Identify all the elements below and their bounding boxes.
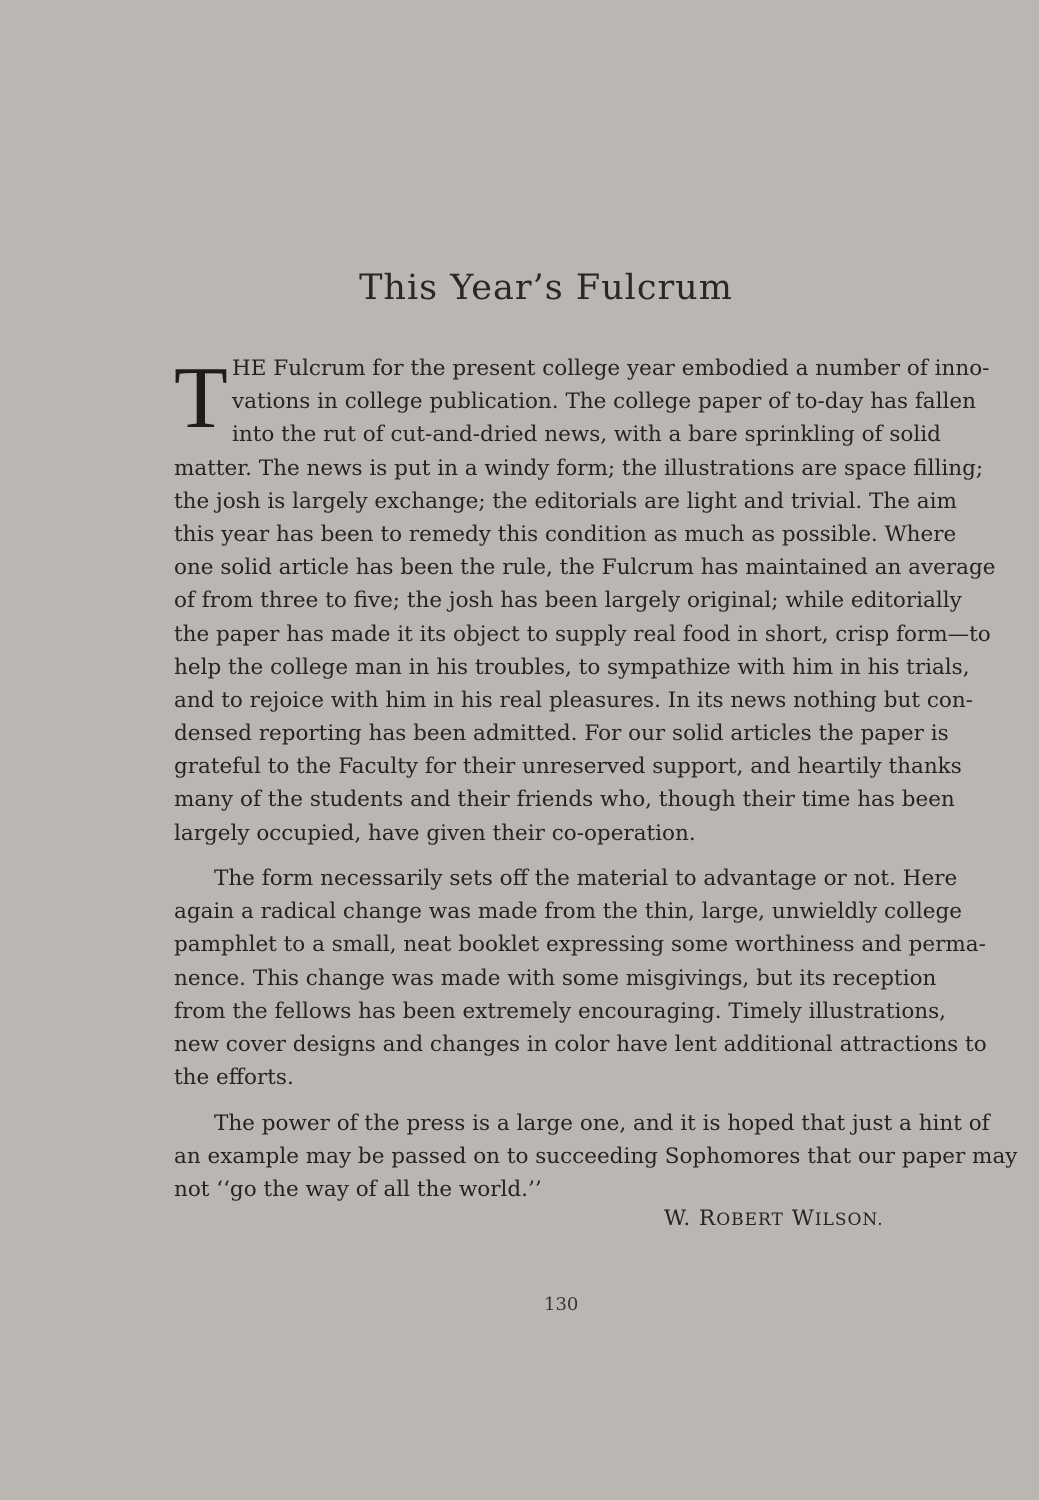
signature-surname-rest: ILSON. <box>814 1210 884 1230</box>
text-line: The form necessarily sets off the material to advantage or not. Here <box>214 866 958 891</box>
text-line: many of the students and their friends who, though their time has been <box>174 787 955 813</box>
text-line: the efforts. <box>174 1065 294 1091</box>
text-line: pamphlet to a small, neat booklet expressing some worthiness and perma- <box>174 932 986 958</box>
page-number: 130 <box>544 1294 579 1315</box>
text-line: again a radical change was made from the thin, large, unwieldly college <box>174 899 962 925</box>
text-line: The power of the press is a large one, and it is hoped that just a hint of <box>214 1111 990 1136</box>
text-line: HE Fulcrum for the present college year embodied a number of inno- <box>232 356 990 381</box>
text-line: the paper has made it its object to supply real food in short, crisp form—to <box>174 621 991 647</box>
paragraph-1 <box>174 352 996 850</box>
text-line: and to rejoice with him in his real pleasures. In its news nothing but con- <box>174 687 973 713</box>
text-line: not ‘‘go the way of all the world.’’ <box>174 1177 542 1203</box>
author-signature <box>664 1206 884 1231</box>
paragraph-3 <box>174 1107 1018 1207</box>
drop-cap: T <box>174 350 228 447</box>
text-line: help the college man in his troubles, to sympathize with him in his trials, <box>174 654 970 680</box>
text-line: the josh is largely exchange; the editorials are light and trivial. The aim <box>174 488 957 514</box>
text-line: one solid article has been the rule, the Fulcrum has maintained an average <box>174 555 996 581</box>
text-line: vations in college publication. The college paper of to-day has fallen <box>232 389 976 415</box>
text-line: this year has been to remedy this condition as much as possible. Where <box>174 521 957 547</box>
text-line: largely occupied, have given their co-operation. <box>174 820 696 846</box>
text-line: grateful to the Faculty for their unreserved support, and heartily thanks <box>174 754 962 780</box>
text-line: from the fellows has been extremely encouraging. Timely illustrations, <box>174 998 946 1024</box>
text-line: into the rut of cut-and-dried news, with a bare sprinkling of solid <box>232 422 941 448</box>
paragraph-2 <box>174 862 987 1094</box>
text-line: new cover designs and changes in color have lent additional attractions to <box>174 1031 987 1057</box>
signature-first-rest: OBERT <box>716 1210 784 1230</box>
text-line: nence. This change was made with some misgivings, but its reception <box>174 965 937 991</box>
page-title: This Year’s Fulcrum <box>359 268 733 308</box>
signature-initial: W. R <box>664 1206 717 1231</box>
text-line: an example may be passed on to succeeding Sophomores that our paper may <box>174 1144 1018 1170</box>
signature-surname-initial: W <box>791 1206 815 1231</box>
text-line: matter. The news is put in a windy form; the illustrations are space filling; <box>174 455 984 481</box>
text-line: of from three to five; the josh has been largely original; while editorially <box>174 588 962 614</box>
text-line: densed reporting has been admitted. For our solid articles the paper is <box>174 721 949 747</box>
